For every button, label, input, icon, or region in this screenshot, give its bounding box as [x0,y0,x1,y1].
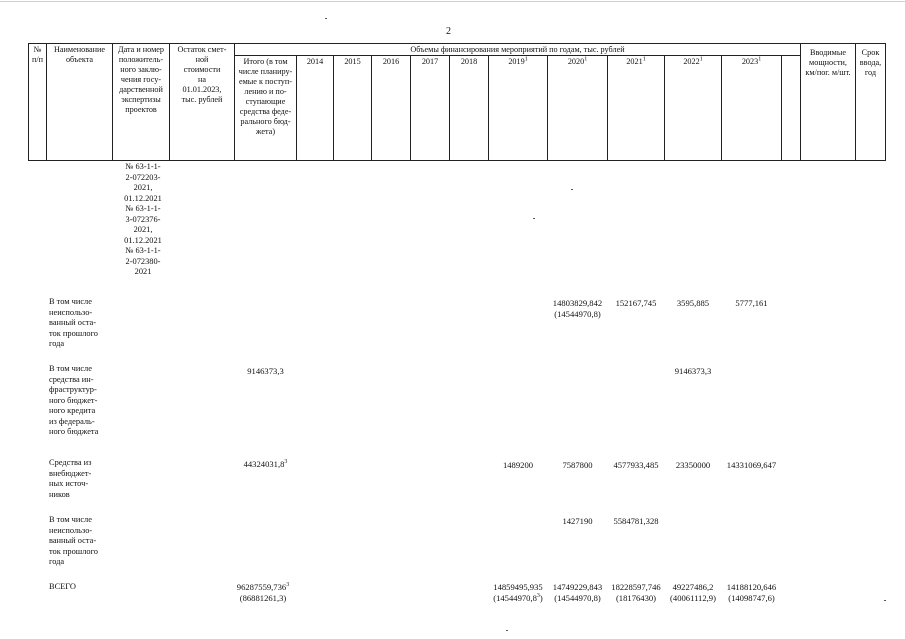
header-col-term: Срок ввода, год [855,43,886,161]
cell-total: 44324031,8$^3$ [243,459,288,469]
header-year-2015: 2015 [333,55,372,161]
cell-2022: 23350000 [675,460,711,470]
header-year-2022: 2022$^1$ [664,55,722,161]
cell-2021: 5584781,328 [613,516,659,526]
cell-2023: 5777,161 [735,298,768,308]
header-year-2021: 2021$^1$ [607,55,665,161]
cell-2020: 14749229,843 (14544970,8) [552,582,603,603]
cell-2022: 3595,885 [676,298,710,308]
header-year-2018: 2018 [449,55,489,161]
header-volumes-title: Объемы финансирования мероприятий по годам, тыс. рублей [234,43,801,56]
cell-2021: 152167,745 [615,298,657,308]
header-year-2016: 2016 [371,55,411,161]
cell-total: 9146373,3 [247,366,284,376]
cell-2020: 7587800 [562,460,593,470]
header-col-total: Итого (в том числе планиру- емые к поступ- лению и по- ступающие средства феде- рального бюд- жета) [234,55,297,161]
header-col-spacer [781,55,801,161]
expertise-conclusions: № 63-1-1- 2-072203- 2021, 01.12.2021 № 63-1-1- 3-072376- 2021, 01.12.2021 № 63-1-1- 2-072380- 2021 [124,162,162,276]
cell-2023: 14188120,646 (14098747,6) [726,582,777,603]
cell-2020: 14803829,842 (14544970,8) [552,298,603,319]
cell-2019: 1489200 [502,460,534,470]
row-label: В том числе средства ин- фраструктур- ного бюджет- ного кредита из федераль- ного бюджета [49,364,99,436]
scan-speck [533,218,535,219]
cell-total: 96287559,736$^3$ (86881261,3) [236,582,290,603]
cell-2023: 14331069,647 [726,460,777,470]
row-label: В том числе неиспользо- ванный оста- ток прошлого года [49,515,98,566]
row-label: В том числе неиспользо- ванный остa- ток прошлого года [49,297,98,348]
header-col-remaining-cost: Остаток смет- ной стоимости на 01.01.2023, тыс. рублей [169,43,235,161]
scan-speck [884,600,886,601]
scan-speck [506,630,508,631]
header-year-2023: 2023$^1$ [721,55,782,161]
cell-2021: 18228597,746 (18176430) [611,582,661,603]
page-top-border [0,1,905,2]
cell-2021: 4577933,485 [613,460,659,470]
header-year-2014: 2014 [296,55,334,161]
header-col-object-name: Наименование объекта [46,43,113,161]
scan-speck [325,18,327,19]
page-number: 2 [446,26,451,37]
header-year-2017: 2017 [410,55,450,161]
cell-2022: 9146373,3 [674,366,712,376]
row-label: Средства из внебюджет- ных источ- ников [49,458,92,499]
cell-2022: 49227486,2 (40061112,9) [670,582,716,603]
row-label-total: ВСЕГО [49,582,76,591]
cell-2020: 1427190 [562,516,593,526]
header-col-number: № п/п [28,43,47,161]
scan-speck [571,189,573,190]
cell-2019: 14859495,935 (14544970,8$^3$) [493,582,543,603]
header-year-2020: 2020$^1$ [547,55,608,161]
header-year-2019: 2019$^1$ [488,55,548,161]
header-col-capacity: Вводимые мощности, км/пог. м/шт. [800,43,856,161]
header-col-expertise-date: Дата и номер положитель- ного заклю- чения госу- дарственной экспертизы проектов [112,43,170,161]
